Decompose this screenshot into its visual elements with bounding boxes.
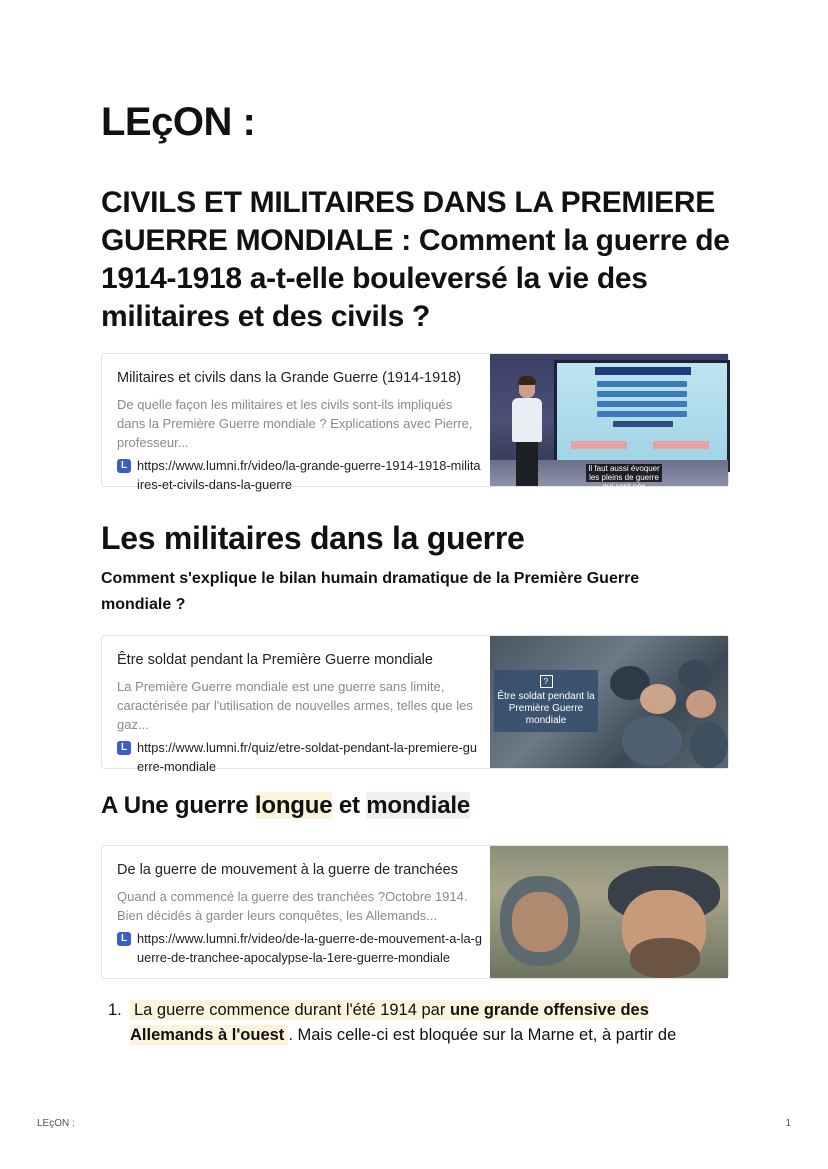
question-icon: ? xyxy=(540,675,553,688)
list-number: 1. xyxy=(108,1001,122,1019)
highlight-longue: longue xyxy=(254,792,333,819)
card-thumbnail-trench xyxy=(490,846,728,978)
card-description: De quelle façon les militaires et les civils sont-ils impliqués dans la Première Guerre mondiale ? Explications avec Pierre, professeur... xyxy=(117,397,473,450)
quiz-overlay-text: Être soldat pendant la Première Guerre mondiale xyxy=(497,691,595,726)
link-card-guerre-tranchees[interactable] xyxy=(101,845,729,979)
card-title: Être soldat pendant la Première Guerre mondiale xyxy=(117,652,433,668)
presentation-screen xyxy=(554,360,730,472)
card-title: De la guerre de mouvement à la guerre de tranchées xyxy=(117,862,458,878)
list-item: La guerre commence durant l'été 1914 par une grande offensive des Allemands à l'ouest . Mais celle-ci est bloquée sur la Marne et, à partir de xyxy=(130,1001,677,1044)
section-heading-a: A Une guerre longue et mondiale xyxy=(101,792,471,819)
card-url-text: https://www.lumni.fr/video/de-la-guerre-de-mouvement-a-la-guerre-de-tranchee-apocalypse-la-1ere-guerre-mondiale xyxy=(137,931,482,965)
presenter-figure xyxy=(510,378,544,486)
section-heading-militaires: Les militaires dans la guerre xyxy=(101,520,525,556)
highlight-mondiale: mondiale xyxy=(366,792,471,819)
card-url[interactable] xyxy=(117,930,482,967)
card-url[interactable] xyxy=(117,457,482,494)
link-card-militaires-civils[interactable] xyxy=(101,353,729,492)
card-description: La Première Guerre mondiale est une guerre sans limite, caractérisée par l'utilisation de nouvelles armes, telles que les gaz... xyxy=(117,679,473,732)
video-subtitle: Il faut aussi évoquer les pleins de guerre qui sont nés xyxy=(586,464,662,482)
section-question: Comment s'explique le bilan humain dramatique de la Première Guerre mondiale ? xyxy=(101,570,640,613)
card-url-text: https://www.lumni.fr/video/la-grande-guerre-1914-1918-militaires-et-civils-dans-la-guerre xyxy=(137,458,481,492)
card-thumbnail-soldiers xyxy=(490,636,728,768)
lumni-icon: L xyxy=(117,459,131,473)
card-url[interactable] xyxy=(117,739,482,776)
card-description: Quand a commencé la guerre des tranchées ?Octobre 1914. Bien décidés à garder leurs conquêtes, les Allemands... xyxy=(117,889,468,923)
lumni-icon: L xyxy=(117,932,131,946)
link-card-etre-soldat[interactable] xyxy=(101,635,729,774)
page-number: 1 xyxy=(785,1118,791,1129)
footer-title: LEçON : xyxy=(37,1118,75,1129)
card-thumbnail-studio xyxy=(490,354,728,491)
quiz-overlay xyxy=(494,670,598,732)
card-title: Militaires et civils dans la Grande Guerre (1914-1918) xyxy=(117,370,462,386)
lumni-icon: L xyxy=(117,741,131,755)
card-url-text: https://www.lumni.fr/quiz/etre-soldat-pendant-la-premiere-guerre-mondiale xyxy=(137,740,477,774)
page-subtitle: CIVILS ET MILITAIRES DANS LA PREMIERE GUERRE MONDIALE : Comment la guerre de 1914-1918 a-t-elle bouleversé la vie des militaires et des civils ? xyxy=(101,186,730,333)
page-title: LEçON : xyxy=(101,100,256,144)
